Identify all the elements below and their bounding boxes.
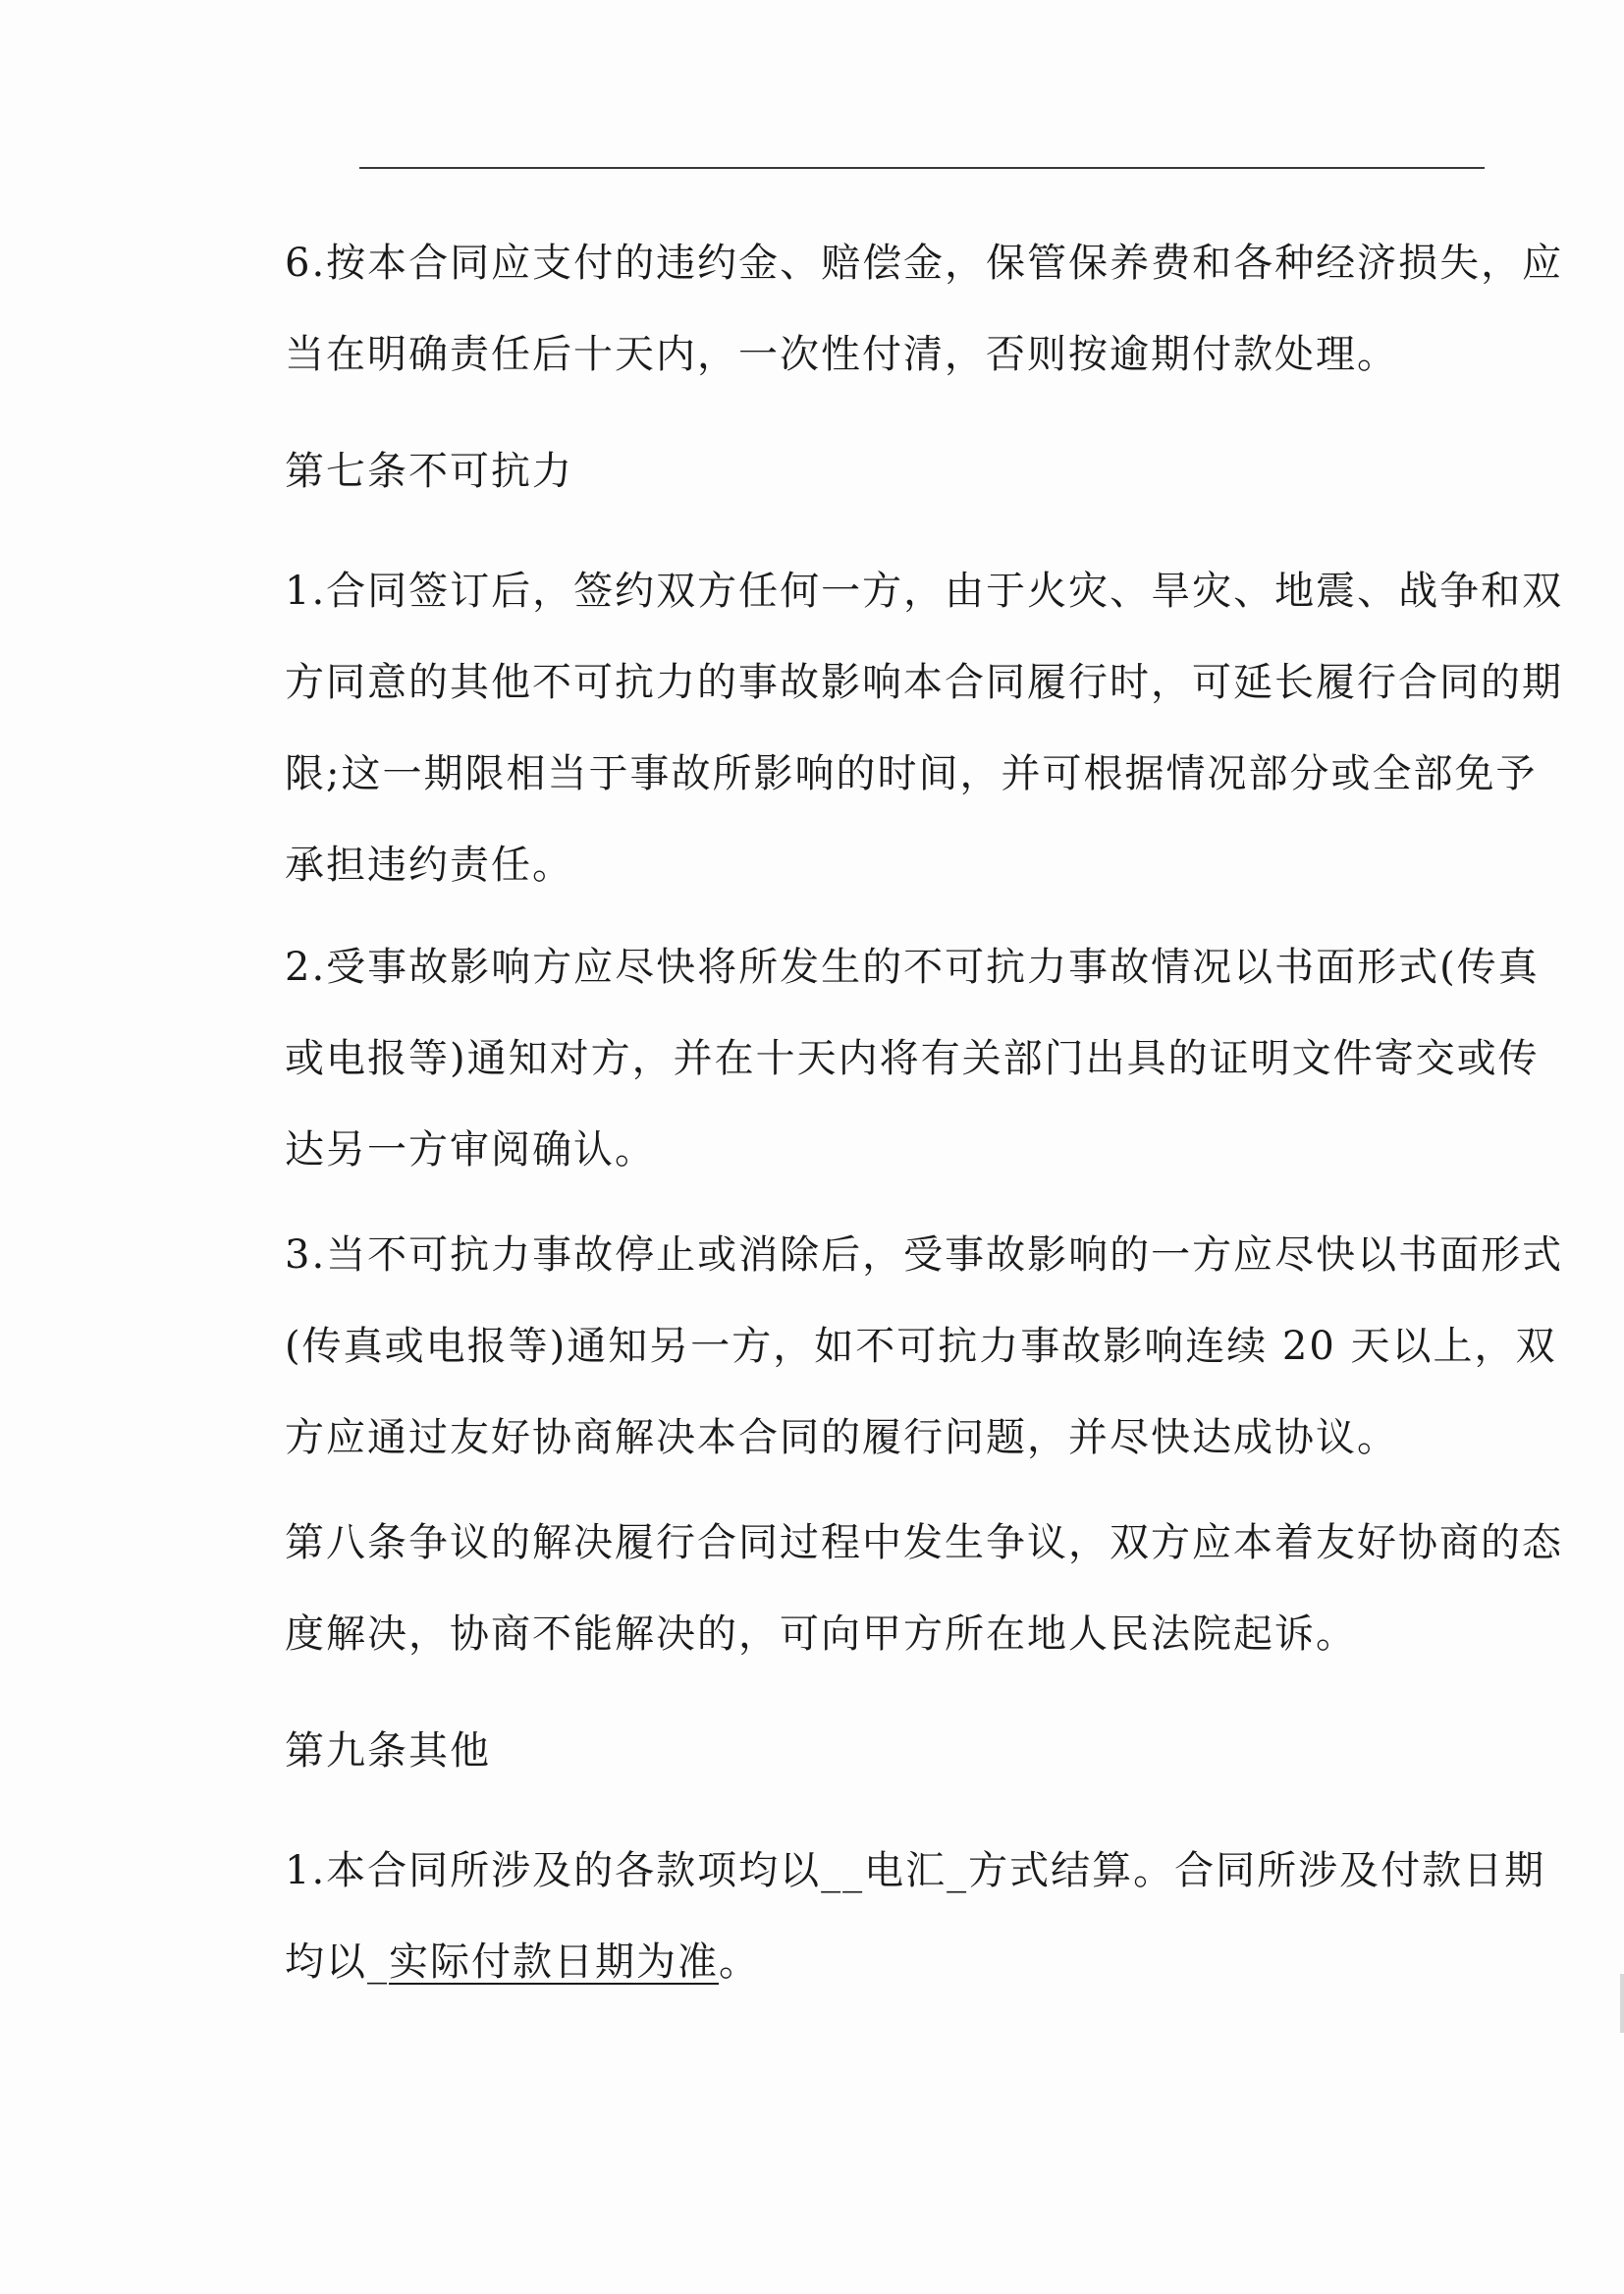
paragraph-line: (传真或电报等)通知另一方，如不可抗力事故影响连续 20 天以上，双 <box>285 1324 1557 1369</box>
article-7-item-2 <box>285 922 1540 1196</box>
article-7-item-1 <box>285 546 1564 911</box>
paragraph-line: 承担违约责任。 <box>285 843 573 888</box>
article-9-item-1 <box>285 1826 1546 2008</box>
scan-edge-mark <box>1620 1974 1624 2033</box>
paragraph-line: 6.按本合同应支付的违约金、赔偿金，保管保养费和各种经济损失，应 <box>285 241 1564 286</box>
section-heading: 第九条其他 <box>285 1728 491 1774</box>
paragraph-line: 或电报等)通知对方，并在十天内将有关部门出具的证明文件寄交或传 <box>285 1036 1540 1081</box>
paragraph-line: 限;这一期限相当于事故所影响的时间，并可根据情况部分或全部免予 <box>285 751 1538 796</box>
article-8 <box>285 1498 1563 1680</box>
article-7-item-3 <box>285 1210 1564 1484</box>
line-prefix: 均以_ <box>285 1939 389 1985</box>
paragraph-line: 方应通过友好协商解决本合同的履行问题，并尽快达成协议。 <box>285 1415 1398 1460</box>
paragraph-line: 第八条争议的解决履行合同过程中发生争议，双方应本着友好协商的态 <box>285 1520 1563 1565</box>
paragraph-line: 方同意的其他不可抗力的事故影响本合同履行时，可延长履行合同的期 <box>285 660 1563 705</box>
paragraph-line: 1.本合同所涉及的各款项均以__电汇_方式结算。合同所涉及付款日期 <box>285 1848 1546 1893</box>
paragraph-line: 1.合同签订后，签约双方任何一方，由于火灾、旱灾、地震、战争和双 <box>285 569 1564 614</box>
paragraph-line: 3.当不可抗力事故停止或消除后，受事故影响的一方应尽快以书面形式 <box>285 1232 1564 1278</box>
line-suffix: 。 <box>719 1939 760 1985</box>
header-rule <box>359 167 1485 169</box>
article-7-heading <box>285 426 1492 518</box>
clause-item-6 <box>285 218 1564 401</box>
paragraph-line <box>285 1917 1492 2008</box>
section-heading: 第七条不可抗力 <box>285 449 573 494</box>
paragraph-line: 2.受事故影响方应尽快将所发生的不可抗力事故情况以书面形式(传真 <box>285 945 1540 990</box>
paragraph-line: 度解决，协商不能解决的，可向甲方所在地人民法院起诉。 <box>285 1611 1357 1657</box>
paragraph-line: 当在明确责任后十天内，一次性付清，否则按逾期付款处理。 <box>285 332 1398 377</box>
article-9-heading <box>285 1706 1492 1797</box>
underlined-fill-in: 实际付款日期为准 <box>389 1939 719 1985</box>
paragraph-line: 达另一方审阅确认。 <box>285 1127 656 1173</box>
